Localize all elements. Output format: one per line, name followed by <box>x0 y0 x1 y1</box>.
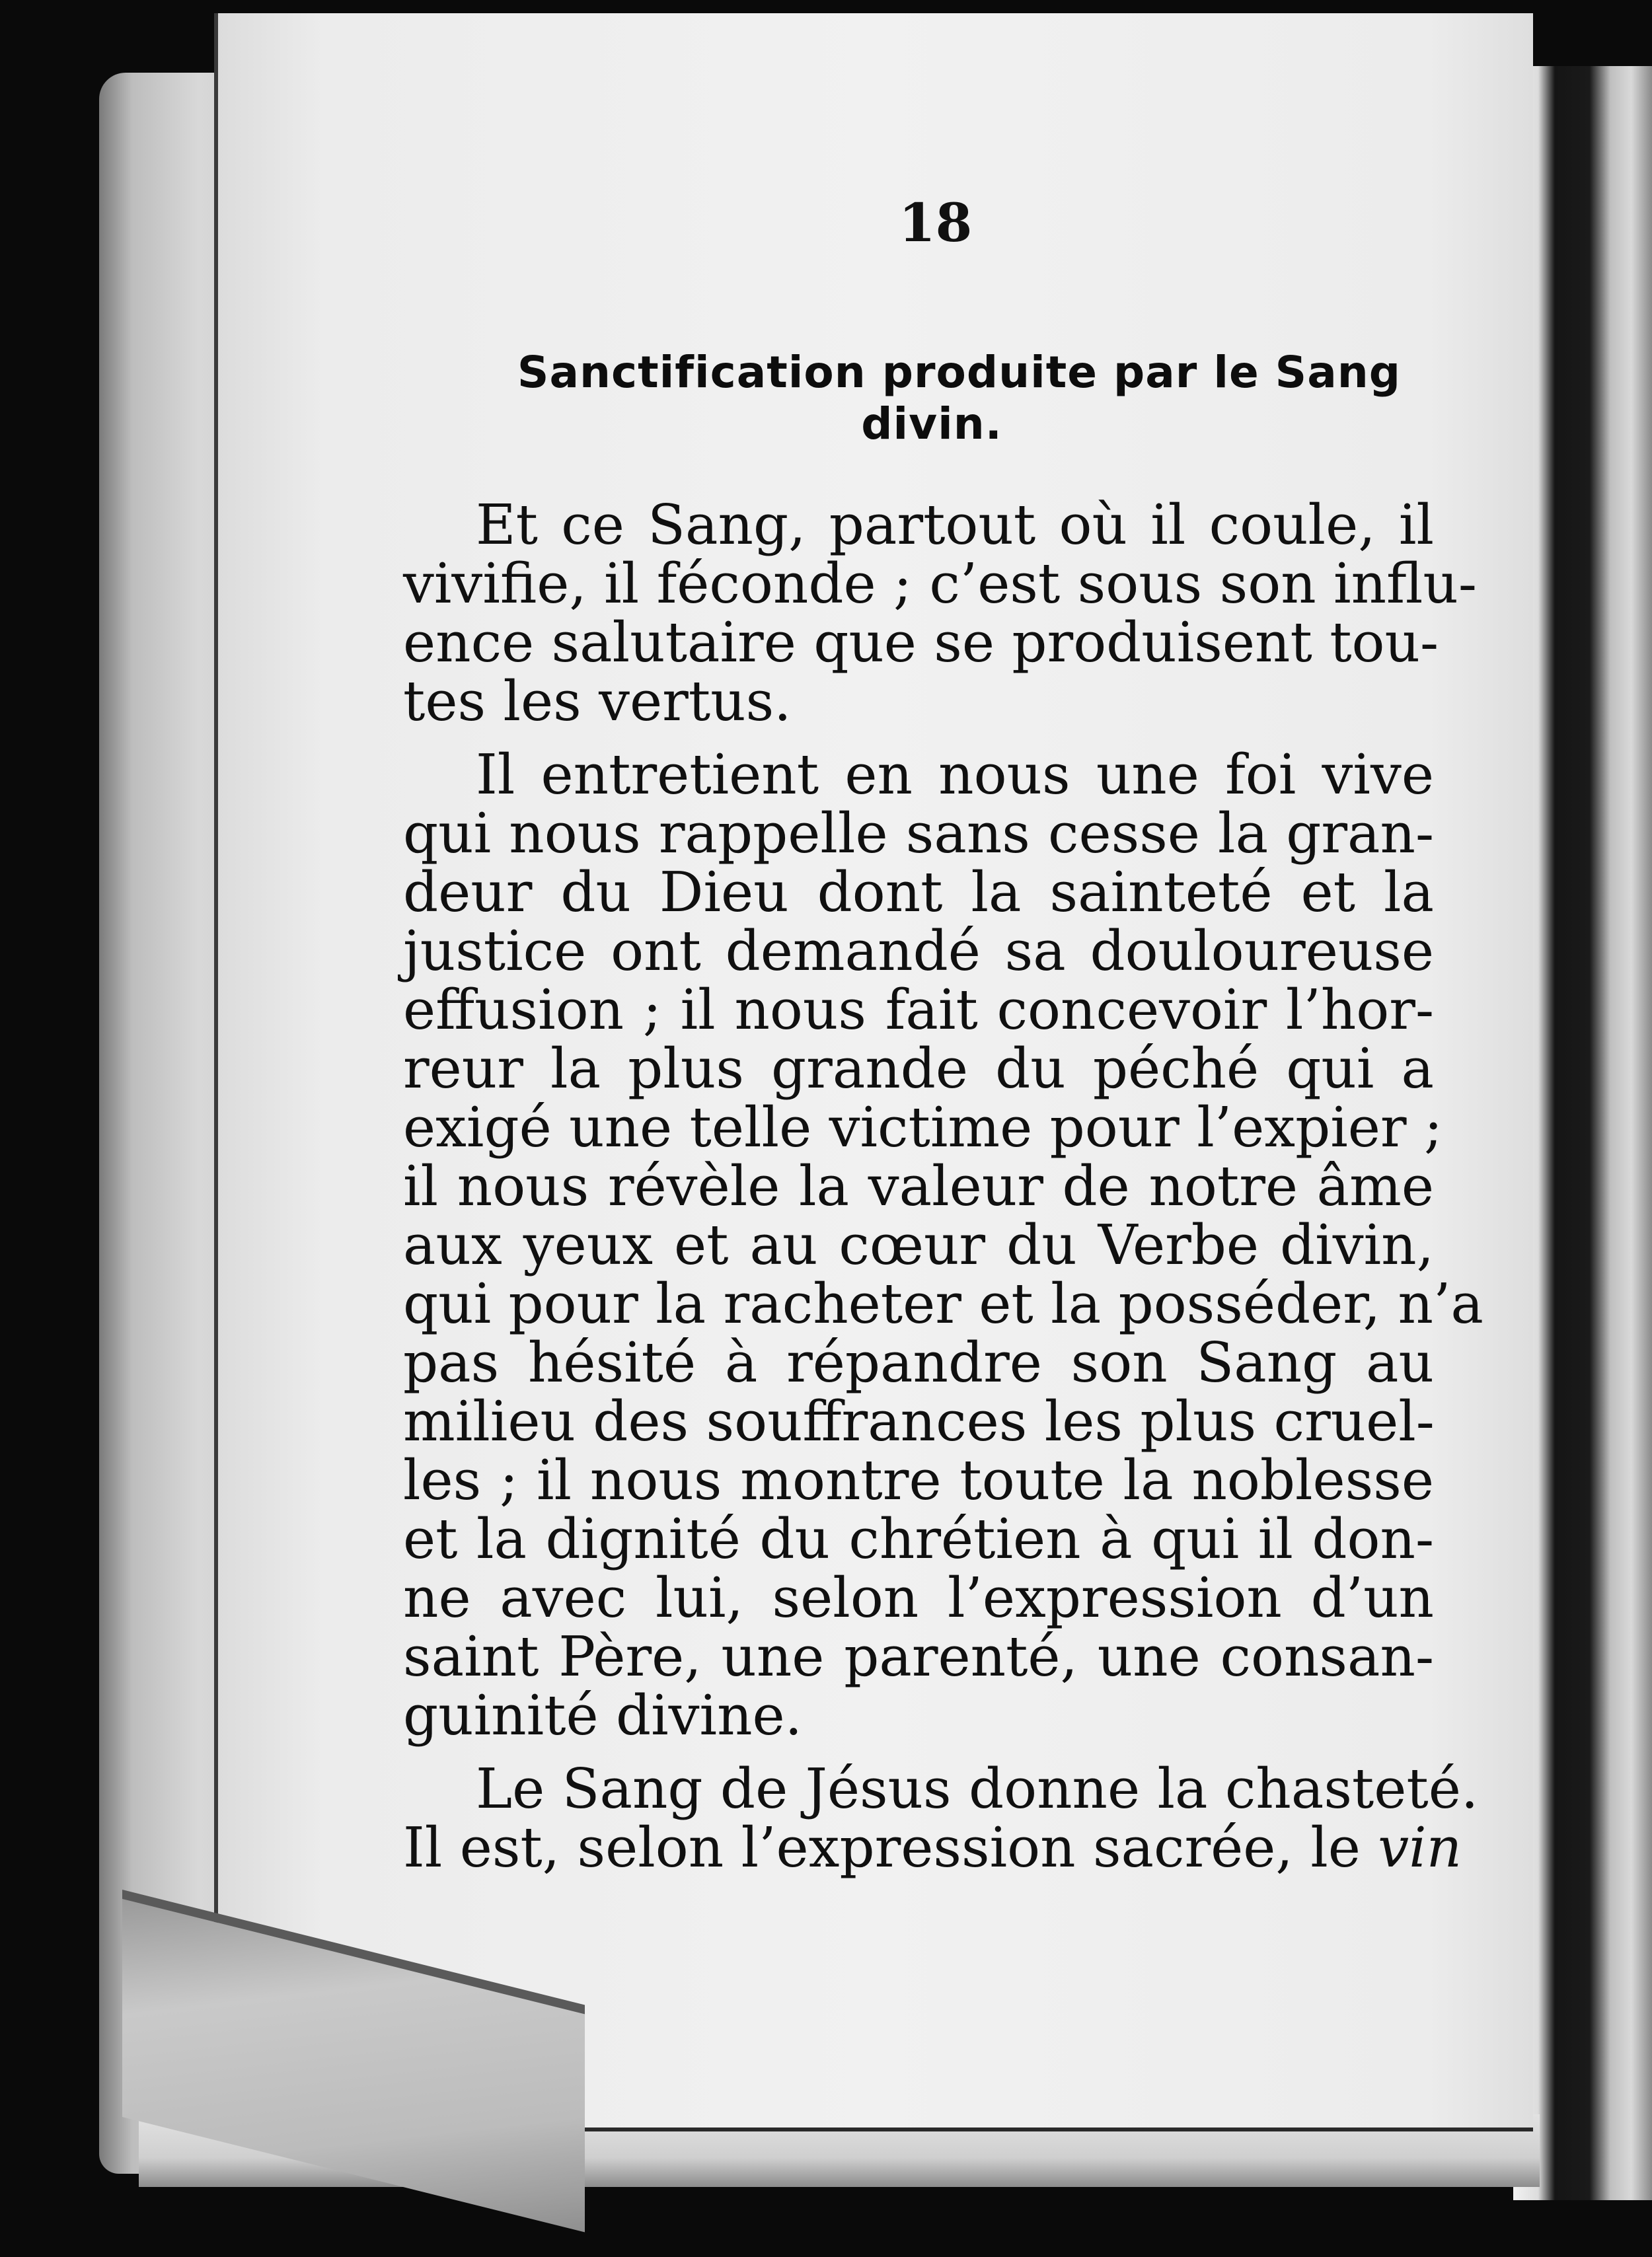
text-line: il nous révèle la valeur de notre âme <box>403 1154 1434 1218</box>
text-line: qui nous rappelle sans cesse la gran- <box>403 801 1434 866</box>
text-line: milieu des souffrances les plus cruel- <box>403 1389 1435 1454</box>
text-line: qui pour la racheter et la posséder, n’a <box>403 1272 1483 1336</box>
text-line: ence salutaire que se produisent tou- <box>403 610 1439 675</box>
body-text <box>403 493 1483 1880</box>
text-line-start: Il est, selon l’expression sacrée, le <box>403 1816 1361 1880</box>
text-line: Le Sang de Jésus donne la chasteté. <box>476 1757 1479 1821</box>
text-line: guinité divine. <box>403 1684 803 1748</box>
right-page-edges <box>1513 66 1652 2200</box>
heading-line-2: divin. <box>861 398 1002 449</box>
page-number: 18 <box>899 192 973 254</box>
text-line: pas hésité à répandre son Sang au <box>403 1331 1434 1395</box>
heading-line-1: Sanctification produite par le Sang <box>517 347 1401 398</box>
text-line: les ; il nous montre toute la noblesse <box>403 1448 1434 1512</box>
text-line: tes les vertus. <box>403 669 792 733</box>
text-line: Et ce Sang, partout où il coule, il <box>476 493 1434 557</box>
text-line: saint Père, une parenté, une consan- <box>403 1625 1434 1689</box>
text-line: Il entretient en nous une foi vive <box>476 743 1434 807</box>
text-line: aux yeux et au cœur du Verbe divin, <box>403 1213 1434 1277</box>
text-line: effusion ; il nous fait concevoir l’hor- <box>403 978 1434 1042</box>
text-line: reur la plus grande du péché qui a <box>403 1037 1434 1101</box>
text-line: exigé une telle victime pour l’expier ; <box>403 1095 1443 1160</box>
text-line: justice ont demandé sa douloureuse <box>403 919 1434 983</box>
text-line-with-italic <box>403 1816 1462 1880</box>
text-line: ne avec lui, selon l’expression d’un <box>403 1566 1434 1630</box>
text-line: deur du Dieu dont la sainteté et la <box>403 860 1434 924</box>
section-heading <box>463 347 1401 450</box>
text-line: vivifie, il féconde ; c’est sous son influ- <box>403 552 1477 616</box>
italic-word: vin <box>1378 1816 1462 1880</box>
text-line: et la dignité du chrétien à qui il don- <box>403 1507 1434 1571</box>
